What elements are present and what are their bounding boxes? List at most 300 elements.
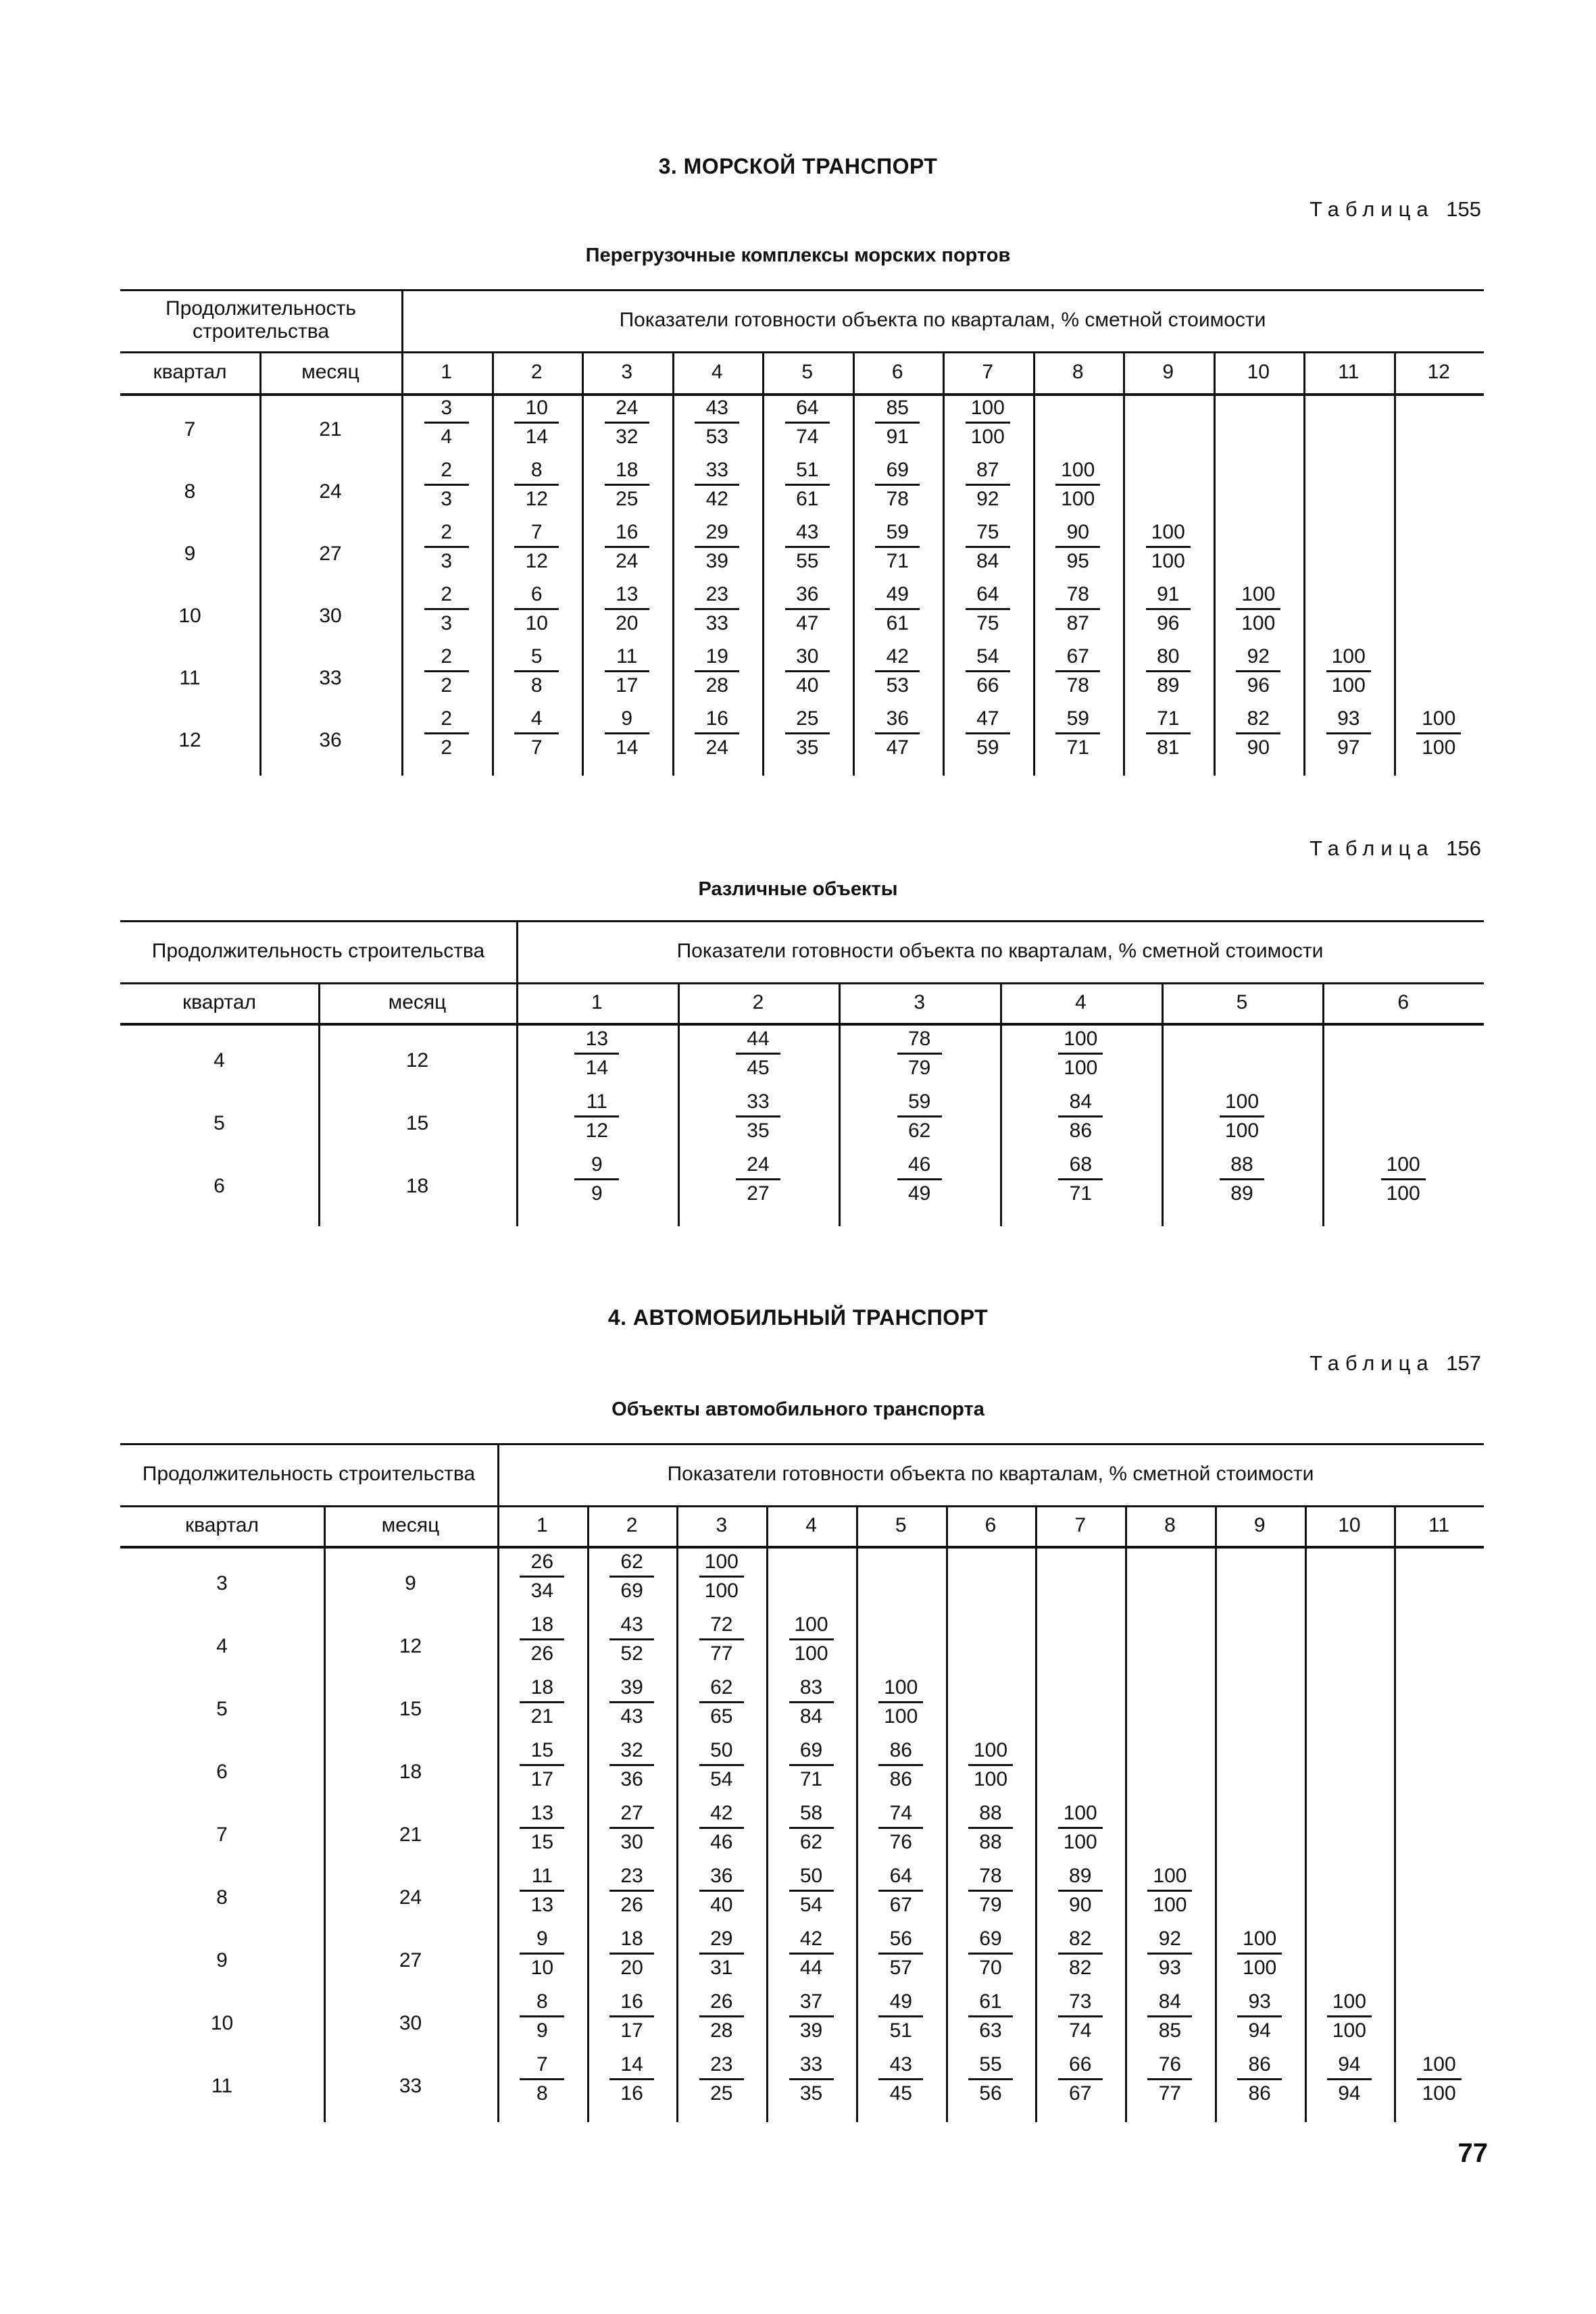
fraction-denominator: 100 — [1241, 612, 1276, 634]
fraction-bar — [968, 1827, 1013, 1829]
fraction-cell — [766, 2053, 856, 2106]
table-label-155 — [1310, 197, 1481, 222]
fraction-denominator: 35 — [799, 2082, 823, 2105]
fraction-bar — [1236, 608, 1280, 610]
fraction-bar — [789, 2015, 834, 2017]
header-quarter-number: 1 — [441, 360, 453, 383]
fraction-numerator: 15 — [530, 1739, 554, 1761]
fraction-cell — [1125, 1864, 1215, 1917]
fraction-numerator: 44 — [747, 1028, 770, 1050]
row-month: 30 — [399, 2012, 422, 2035]
table-rule — [120, 1023, 1484, 1026]
fraction-cell — [672, 582, 763, 636]
fraction-denominator: 62 — [907, 1120, 931, 1142]
fraction-numerator: 27 — [620, 1802, 643, 1824]
fraction-numerator: 33 — [747, 1090, 770, 1113]
fraction-denominator: 54 — [710, 1768, 733, 1790]
fraction-cell — [1215, 1927, 1305, 1980]
fraction-denominator: 96 — [1247, 674, 1270, 697]
fraction-cell — [497, 1676, 587, 1729]
fraction-cell — [1215, 2053, 1305, 2106]
fraction-denominator: 100 — [1063, 1831, 1097, 1853]
fraction-denominator: 94 — [1338, 2082, 1361, 2105]
fraction-numerator: 6 — [530, 583, 543, 605]
fraction-bar — [520, 1953, 564, 1955]
fraction-bar — [609, 2078, 654, 2080]
fraction-numerator: 76 — [1158, 2053, 1182, 2076]
fraction-bar — [695, 546, 739, 548]
fraction-numerator: 32 — [620, 1739, 643, 1761]
fraction-cell — [1035, 1990, 1125, 2043]
fraction-cell — [587, 1990, 677, 2043]
fraction-numerator: 24 — [747, 1153, 770, 1176]
fraction-numerator: 87 — [976, 459, 999, 481]
fraction-bar — [424, 546, 469, 548]
fraction-denominator: 32 — [616, 426, 639, 448]
header-quarter-number: 6 — [891, 360, 903, 383]
fraction-denominator: 94 — [1248, 2019, 1271, 2042]
fraction-numerator: 64 — [976, 583, 999, 605]
fraction-bar — [968, 2078, 1013, 2080]
fraction-denominator: 10 — [530, 1957, 554, 1979]
fraction-denominator: 100 — [704, 1580, 739, 1602]
fraction-numerator: 2 — [441, 707, 453, 730]
fraction-cell — [766, 1801, 856, 1855]
fraction-cell — [497, 1864, 587, 1917]
row-month: 12 — [399, 1635, 422, 1658]
fraction-bar — [1058, 1115, 1103, 1117]
fraction-denominator: 100 — [1422, 736, 1456, 759]
fraction-denominator: 3 — [441, 612, 453, 634]
row-quarter: 9 — [216, 1949, 228, 1972]
fraction-numerator: 100 — [1063, 1802, 1097, 1824]
fraction-numerator: 26 — [530, 1551, 554, 1573]
fraction-cell — [497, 1801, 587, 1855]
fraction-numerator: 14 — [620, 2053, 643, 2076]
fraction-numerator: 9 — [591, 1153, 603, 1176]
fraction-cell — [856, 1927, 946, 1980]
row-month: 33 — [319, 666, 342, 689]
fraction-bar — [520, 1576, 564, 1578]
row-quarter: 11 — [179, 666, 201, 689]
fraction-denominator: 26 — [530, 1642, 554, 1665]
fraction-cell — [587, 1738, 677, 1792]
fraction-cell — [401, 458, 492, 511]
table-label-word: Таблица — [1310, 197, 1435, 221]
row-quarter: 6 — [214, 1175, 225, 1198]
fraction-bar — [785, 670, 830, 672]
header-quarter: квартал — [182, 990, 257, 1013]
fraction-cell — [582, 396, 672, 449]
fraction-bar — [424, 732, 469, 734]
fraction-cell — [1394, 2053, 1484, 2106]
row-quarter: 11 — [211, 2075, 233, 2098]
fraction-denominator: 97 — [1337, 736, 1360, 759]
fraction-numerator: 42 — [799, 1928, 823, 1950]
fraction-denominator: 8 — [530, 674, 543, 697]
fraction-denominator: 49 — [907, 1182, 931, 1205]
fraction-numerator: 66 — [1069, 2053, 1092, 2076]
fraction-bar — [966, 546, 1010, 548]
table-label-156 — [1310, 836, 1481, 861]
fraction-denominator: 14 — [616, 736, 639, 759]
fraction-numerator: 93 — [1248, 1990, 1271, 2013]
fraction-numerator: 33 — [799, 2053, 823, 2076]
fraction-cell — [401, 707, 492, 760]
fraction-cell — [766, 1990, 856, 2043]
fraction-cell — [1123, 582, 1214, 636]
fraction-denominator: 24 — [705, 736, 728, 759]
row-month: 36 — [319, 728, 342, 751]
fraction-cell — [516, 1153, 678, 1206]
fraction-cell — [766, 1738, 856, 1792]
fraction-denominator: 39 — [705, 550, 728, 572]
fraction-denominator: 45 — [889, 2082, 912, 2105]
section-title-sea-transport: 3. МОРСКОЙ ТРАНСПОРТ — [658, 154, 938, 178]
fraction-cell — [762, 458, 853, 511]
fraction-bar — [1147, 2015, 1192, 2017]
header-quarter-number: 10 — [1247, 360, 1270, 383]
fraction-numerator: 100 — [1064, 1028, 1098, 1050]
header-quarter-number: 1 — [537, 1513, 548, 1536]
fraction-numerator: 18 — [616, 459, 639, 481]
fraction-cell — [946, 1864, 1036, 1917]
page-number: 77 — [1457, 2138, 1488, 2168]
fraction-cell — [492, 707, 582, 760]
fraction-numerator: 93 — [1337, 707, 1360, 730]
fraction-cell — [676, 1801, 766, 1855]
fraction-numerator: 59 — [907, 1090, 931, 1113]
fraction-bar — [609, 2015, 654, 2017]
fraction-numerator: 86 — [889, 1739, 912, 1761]
fraction-numerator: 23 — [705, 583, 728, 605]
fraction-denominator: 33 — [705, 612, 728, 634]
row-month: 15 — [405, 1112, 429, 1135]
header-quarter-number: 1 — [591, 990, 603, 1013]
fraction-denominator: 61 — [886, 612, 909, 634]
fraction-bar — [514, 732, 559, 734]
fraction-numerator: 69 — [979, 1928, 1002, 1950]
fraction-bar — [1381, 1178, 1426, 1180]
fraction-cell — [1035, 1927, 1125, 1980]
fraction-bar — [966, 670, 1010, 672]
fraction-bar — [789, 1764, 834, 1766]
fraction-cell — [587, 1613, 677, 1666]
fraction-numerator: 16 — [616, 521, 639, 543]
fraction-denominator: 89 — [1157, 674, 1180, 697]
fraction-numerator: 9 — [537, 1928, 548, 1950]
fraction-cell — [943, 645, 1033, 698]
fraction-numerator: 3 — [441, 397, 453, 419]
fraction-denominator: 100 — [1153, 1894, 1187, 1916]
fraction-cell — [676, 1927, 766, 1980]
fraction-denominator: 100 — [1151, 550, 1185, 572]
fraction-numerator: 9 — [621, 707, 633, 730]
fraction-bar — [785, 732, 830, 734]
fraction-cell — [943, 396, 1033, 449]
fraction-denominator: 24 — [616, 550, 639, 572]
table-label-word: Таблица — [1310, 836, 1435, 860]
fraction-cell — [762, 707, 853, 760]
fraction-cell — [497, 1613, 587, 1666]
fraction-bar — [966, 484, 1010, 486]
fraction-bar — [878, 1701, 923, 1703]
fraction-denominator: 81 — [1157, 736, 1180, 759]
fraction-bar — [789, 1890, 834, 1892]
fraction-bar — [609, 1638, 654, 1640]
fraction-numerator: 47 — [976, 707, 999, 730]
fraction-cell — [853, 582, 943, 636]
header-quarter-number: 8 — [1164, 1513, 1176, 1536]
header-quarter-number: 9 — [1162, 360, 1174, 383]
header-duration: Продолжительность строительства — [142, 1462, 476, 1485]
fraction-cell — [839, 1090, 1000, 1143]
fraction-numerator: 11 — [586, 1090, 607, 1113]
fraction-denominator: 93 — [1158, 1957, 1182, 1979]
fraction-cell — [1123, 520, 1214, 574]
section-title-road-transport: 4. АВТОМОБИЛЬНЫЙ ТРАНСПОРТ — [607, 1305, 989, 1330]
fraction-numerator: 100 — [1331, 645, 1366, 668]
fraction-denominator: 82 — [1069, 1957, 1092, 1979]
table-label-word: Таблица — [1310, 1351, 1435, 1375]
row-quarter: 8 — [184, 480, 196, 503]
fraction-denominator: 91 — [886, 426, 909, 448]
row-month: 9 — [405, 1572, 416, 1595]
fraction-numerator: 11 — [531, 1865, 553, 1887]
fraction-denominator: 88 — [979, 1831, 1002, 1853]
fraction-denominator: 54 — [799, 1894, 823, 1916]
fraction-cell — [1303, 645, 1394, 698]
row-month: 27 — [319, 542, 342, 565]
fraction-cell — [839, 1153, 1000, 1206]
row-quarter: 10 — [178, 604, 201, 627]
fraction-cell — [1000, 1027, 1162, 1080]
fraction-cell — [856, 2053, 946, 2106]
fraction-bar — [609, 1953, 654, 1955]
fraction-bar — [424, 670, 469, 672]
fraction-cell — [587, 1550, 677, 1603]
fraction-denominator: 89 — [1230, 1182, 1253, 1205]
fraction-numerator: 56 — [889, 1928, 912, 1950]
fraction-bar — [1058, 1053, 1103, 1055]
fraction-cell — [853, 645, 943, 698]
fraction-numerator: 39 — [620, 1676, 643, 1699]
fraction-cell — [587, 1676, 677, 1729]
fraction-numerator: 46 — [907, 1153, 931, 1176]
fraction-numerator: 18 — [530, 1676, 554, 1699]
fraction-cell — [1125, 1990, 1215, 2043]
fraction-bar — [968, 1890, 1013, 1892]
header-month: месяц — [381, 1513, 440, 1536]
fraction-cell — [946, 1801, 1036, 1855]
fraction-bar — [609, 1701, 654, 1703]
fraction-bar — [699, 2015, 744, 2017]
header-quarter-number: 2 — [530, 360, 543, 383]
fraction-bar — [609, 1576, 654, 1578]
fraction-bar — [875, 546, 920, 548]
fraction-numerator: 100 — [1153, 1865, 1187, 1887]
fraction-numerator: 67 — [1066, 645, 1089, 668]
fraction-bar — [789, 1638, 834, 1640]
fraction-bar — [789, 2078, 834, 2080]
header-readiness: Показатели готовности объекта по кварталам, % сметной стоимости — [676, 939, 1324, 962]
row-quarter: 10 — [210, 2012, 234, 2035]
fraction-bar — [520, 1638, 564, 1640]
fraction-numerator: 33 — [705, 459, 728, 481]
fraction-bar — [699, 1953, 744, 1955]
fraction-denominator: 100 — [884, 1705, 918, 1728]
fraction-denominator: 7 — [530, 736, 543, 759]
fraction-numerator: 78 — [907, 1028, 931, 1050]
fraction-numerator: 36 — [796, 583, 819, 605]
fraction-denominator: 100 — [1224, 1120, 1260, 1142]
row-month: 24 — [399, 1886, 422, 1909]
fraction-cell — [1123, 645, 1214, 698]
fraction-cell — [582, 645, 672, 698]
fraction-bar — [605, 608, 649, 610]
fraction-denominator: 100 — [1243, 1957, 1277, 1979]
fraction-numerator: 82 — [1069, 1928, 1092, 1950]
fraction-numerator: 2 — [441, 583, 453, 605]
fraction-numerator: 30 — [796, 645, 819, 668]
fraction-numerator: 80 — [1157, 645, 1180, 668]
fraction-numerator: 100 — [1151, 521, 1185, 543]
header-quarter-number: 2 — [626, 1513, 638, 1536]
fraction-denominator: 25 — [710, 2082, 733, 2105]
fraction-cell — [497, 1550, 587, 1603]
header-quarter-number: 4 — [805, 1513, 817, 1536]
fraction-bar — [514, 422, 559, 424]
fraction-denominator: 2 — [441, 736, 453, 759]
header-quarter: квартал — [184, 1513, 259, 1536]
fraction-bar — [1327, 2015, 1372, 2017]
fraction-numerator: 62 — [710, 1676, 733, 1699]
fraction-numerator: 5 — [530, 645, 543, 668]
fraction-denominator: 56 — [979, 2082, 1002, 2105]
header-quarter: квартал — [153, 360, 227, 383]
fraction-numerator: 16 — [705, 707, 728, 730]
fraction-bar — [1236, 732, 1280, 734]
fraction-denominator: 34 — [530, 1580, 554, 1602]
fraction-numerator: 18 — [620, 1928, 643, 1950]
fraction-bar — [1058, 2015, 1103, 2017]
fraction-cell — [497, 1738, 587, 1792]
fraction-bar — [789, 1953, 834, 1955]
fraction-numerator: 100 — [970, 397, 1005, 419]
fraction-bar — [699, 1890, 744, 1892]
fraction-bar — [695, 670, 739, 672]
fraction-bar — [1055, 484, 1100, 486]
fraction-numerator: 100 — [1332, 1990, 1366, 2013]
fraction-cell — [1033, 707, 1124, 760]
fraction-denominator: 15 — [530, 1831, 554, 1853]
fraction-cell — [856, 1990, 946, 2043]
fraction-bar — [878, 1890, 923, 1892]
fraction-numerator: 72 — [710, 1613, 733, 1636]
row-month: 12 — [405, 1049, 429, 1072]
fraction-numerator: 11 — [616, 645, 638, 668]
fraction-bar — [520, 2078, 564, 2080]
fraction-cell — [856, 1801, 946, 1855]
fraction-numerator: 78 — [1066, 583, 1089, 605]
fraction-numerator: 51 — [796, 459, 819, 481]
fraction-cell — [401, 645, 492, 698]
fraction-denominator: 39 — [799, 2019, 823, 2042]
fraction-bar — [514, 670, 559, 672]
fraction-cell — [1394, 707, 1485, 760]
fraction-denominator: 69 — [620, 1580, 643, 1602]
fraction-denominator: 53 — [705, 426, 728, 448]
fraction-denominator: 28 — [710, 2019, 733, 2042]
fraction-numerator: 94 — [1338, 2053, 1361, 2076]
fraction-numerator: 73 — [1069, 1990, 1092, 2013]
fraction-numerator: 69 — [799, 1739, 823, 1761]
table-label-number: 155 — [1446, 197, 1481, 221]
row-quarter: 9 — [184, 542, 196, 565]
fraction-numerator: 64 — [796, 397, 819, 419]
fraction-bar — [695, 608, 739, 610]
fraction-numerator: 84 — [1069, 1090, 1093, 1113]
fraction-numerator: 89 — [1069, 1865, 1092, 1887]
fraction-cell — [1162, 1090, 1323, 1143]
fraction-bar — [424, 484, 469, 486]
fraction-numerator: 59 — [1066, 707, 1089, 730]
row-quarter: 7 — [216, 1823, 228, 1846]
fraction-numerator: 100 — [1241, 583, 1276, 605]
table-caption-155: Перегрузочные комплексы морских портов — [585, 245, 1011, 266]
header-quarter-number: 5 — [801, 360, 814, 383]
fraction-bar — [514, 484, 559, 486]
header-quarter-number: 7 — [1074, 1513, 1087, 1536]
table-label-157 — [1310, 1351, 1481, 1376]
fraction-bar — [897, 1115, 942, 1117]
fraction-cell — [497, 2053, 587, 2106]
fraction-bar — [1237, 2015, 1282, 2017]
fraction-numerator: 10 — [525, 397, 548, 419]
fraction-numerator: 100 — [973, 1739, 1008, 1761]
fraction-bar — [1236, 670, 1280, 672]
fraction-denominator: 63 — [979, 2019, 1002, 2042]
fraction-cell — [492, 520, 582, 574]
fraction-bar — [1146, 608, 1191, 610]
fraction-bar — [1417, 2078, 1462, 2080]
fraction-numerator: 100 — [1243, 1928, 1277, 1950]
fraction-cell — [516, 1027, 678, 1080]
fraction-denominator: 62 — [799, 1831, 823, 1853]
fraction-bar — [878, 2015, 923, 2017]
fraction-numerator: 62 — [620, 1551, 643, 1573]
fraction-numerator: 100 — [1386, 1153, 1420, 1176]
fraction-denominator: 12 — [525, 550, 548, 572]
fraction-denominator: 43 — [620, 1705, 643, 1728]
fraction-cell — [672, 707, 763, 760]
fraction-numerator: 83 — [799, 1676, 823, 1699]
fraction-cell — [676, 1550, 766, 1603]
fraction-cell — [943, 582, 1033, 636]
fraction-cell — [678, 1090, 839, 1143]
fraction-cell — [587, 1864, 677, 1917]
fraction-bar — [1146, 732, 1191, 734]
fraction-bar — [785, 608, 830, 610]
fraction-cell — [1125, 1927, 1215, 1980]
fraction-bar — [785, 484, 830, 486]
fraction-bar — [968, 1953, 1013, 1955]
fraction-numerator: 43 — [620, 1613, 643, 1636]
fraction-denominator: 66 — [976, 674, 999, 697]
fraction-denominator: 26 — [620, 1894, 643, 1916]
fraction-numerator: 59 — [886, 521, 909, 543]
fraction-bar — [699, 2078, 744, 2080]
